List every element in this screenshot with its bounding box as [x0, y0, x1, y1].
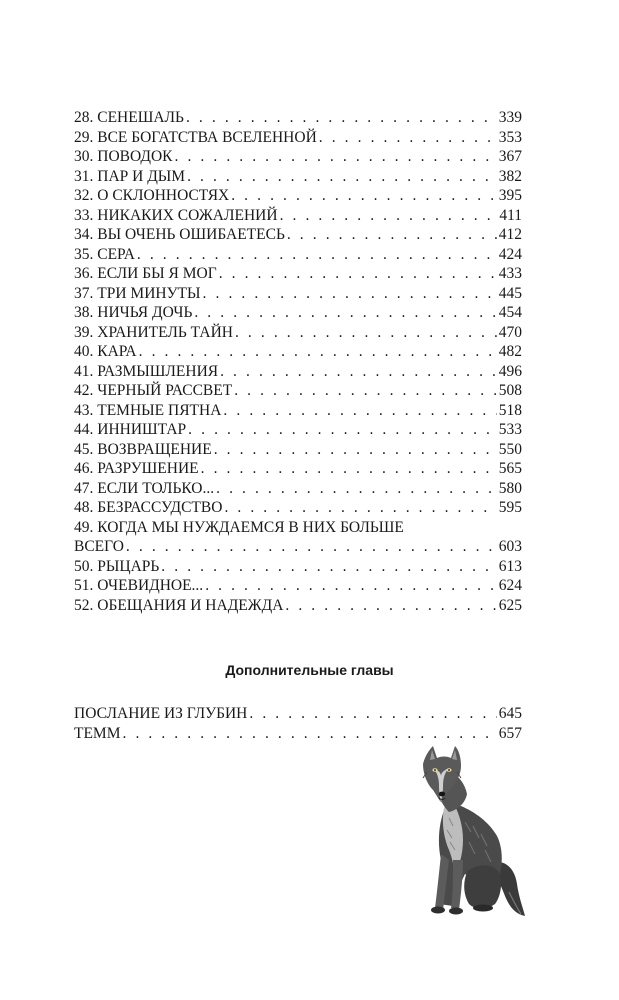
toc-entry-title: 46. РАЗРУШЕНИЕ — [74, 460, 199, 477]
dot-leader — [223, 401, 496, 421]
toc-entry-title: ТЕММ — [74, 724, 121, 742]
toc-entry — [74, 323, 522, 343]
toc-entry-title: 50. РЫЦАРЬ — [74, 557, 160, 575]
toc-entry-line — [74, 284, 522, 304]
toc-entry-line — [74, 245, 522, 265]
toc-entry — [74, 206, 522, 226]
dot-leader — [285, 596, 496, 616]
dot-leader — [126, 537, 497, 557]
dot-leader — [188, 420, 497, 440]
toc-entry — [74, 108, 522, 128]
toc-entry-page-number: 411 — [499, 206, 522, 224]
toc-entry-title: 36. ЕСЛИ БЫ Я МОГ — [74, 265, 217, 282]
toc-entry-line — [74, 420, 522, 440]
toc-entry-line — [74, 342, 522, 362]
toc-entry-line — [74, 362, 522, 382]
dot-leader — [249, 704, 496, 724]
dot-leader — [137, 245, 497, 265]
toc-entry-title: 42. ЧЕРНЫЙ РАССВЕТ — [74, 382, 233, 399]
toc-entry-page-number: 496 — [498, 362, 522, 380]
toc-entry-title: 47. ЕСЛИ ТОЛЬКО... — [74, 479, 215, 497]
toc-entry-line — [74, 303, 522, 323]
dot-leader — [231, 186, 497, 206]
toc-entry-page-number: 625 — [498, 596, 522, 614]
toc-entry-title: 35. СЕРА — [74, 245, 135, 263]
toc-entry-page-number: 624 — [498, 577, 522, 594]
dot-leader — [203, 284, 497, 304]
toc-entry-line — [74, 323, 522, 343]
dot-leader — [186, 108, 497, 128]
toc-entry — [74, 167, 522, 187]
toc-entry-title: 43. ТЕМНЫЕ ПЯТНА — [74, 401, 222, 419]
toc-entry-page-number: 657 — [498, 724, 522, 742]
toc-entry-page-number: 482 — [498, 343, 522, 360]
toc-entry-page-number: 433 — [498, 265, 522, 282]
dot-leader — [220, 362, 497, 382]
dot-leader — [201, 459, 497, 479]
toc-entry-title: 37. ТРИ МИНУТЫ — [74, 284, 201, 302]
dot-leader — [175, 147, 497, 167]
toc-entry-page-number: 603 — [498, 538, 522, 555]
toc-entry-title: 29. ВСЕ БОГАТСТВА ВСЕЛЕННОЙ — [74, 128, 317, 146]
toc-entry-page-number: 645 — [498, 705, 522, 722]
toc-entry-line — [74, 128, 522, 148]
toc-entry-title: 48. БЕЗРАССУДСТВО — [74, 499, 223, 516]
toc-entry-line — [74, 724, 522, 744]
toc-entry-page-number: 565 — [498, 460, 522, 477]
toc-entry-line — [74, 596, 522, 616]
dot-leader — [139, 342, 497, 362]
toc-entry — [74, 147, 522, 167]
toc-entry-line — [74, 108, 522, 128]
toc-entry — [74, 479, 522, 499]
additional-chapters-list — [74, 704, 522, 743]
toc-entry-page-number: 580 — [498, 479, 522, 497]
additional-chapters-heading: Дополнительные главы — [225, 662, 394, 678]
toc-entry-title: 39. ХРАНИТЕЛЬ ТАЙН — [74, 323, 233, 341]
toc-entry — [74, 401, 522, 421]
toc-entry — [74, 381, 522, 401]
toc-entry — [74, 186, 522, 206]
toc-entry-page-number: 412 — [498, 226, 522, 243]
dot-leader — [161, 557, 496, 577]
toc-entry-page-number: 424 — [498, 245, 522, 263]
dot-leader — [234, 381, 497, 401]
toc-entry-page-number: 382 — [498, 167, 522, 185]
toc-entry — [74, 498, 522, 518]
dot-leader — [280, 206, 498, 226]
toc-entry-line — [74, 557, 522, 577]
dot-leader — [187, 167, 497, 187]
dot-leader — [214, 440, 497, 460]
toc-entry — [74, 303, 522, 323]
dot-leader — [194, 303, 496, 323]
toc-entry-page-number: 339 — [498, 109, 522, 126]
toc-entry-line — [74, 381, 522, 401]
toc-entry — [74, 420, 522, 440]
toc-entry — [74, 704, 522, 724]
toc-entry-title: 38. НИЧЬЯ ДОЧЬ — [74, 304, 193, 321]
toc-entry-page-number: 550 — [498, 440, 522, 458]
toc-entry-title: 41. РАЗМЫШЛЕНИЯ — [74, 362, 219, 380]
toc-entry-title: 51. ОЧЕВИДНОЕ... — [74, 577, 204, 594]
toc-entry-line — [74, 440, 522, 460]
dot-leader — [287, 225, 497, 245]
toc-entry-title-continuation: ВСЕГО — [74, 538, 124, 555]
dot-leader — [224, 498, 496, 518]
toc-entry-title: 52. ОБЕЩАНИЯ И НАДЕЖДА — [74, 596, 284, 614]
toc-entry-title: 33. НИКАКИХ СОЖАЛЕНИЙ — [74, 206, 278, 224]
toc-entry — [74, 576, 522, 596]
toc-entry-page-number: 595 — [498, 499, 522, 516]
wolf-illustration-icon — [405, 742, 531, 918]
toc-entry — [74, 284, 522, 304]
toc-entry-page-number: 518 — [498, 401, 522, 419]
toc-entry — [74, 596, 522, 616]
toc-entry-title: 31. ПАР И ДЫМ — [74, 167, 186, 185]
toc-entry-line — [74, 167, 522, 187]
toc-entry-title: ПОСЛАНИЕ ИЗ ГЛУБИН — [74, 705, 248, 722]
toc-entry — [74, 724, 522, 744]
toc-entry-line — [74, 206, 522, 226]
toc-entry-title: 34. ВЫ ОЧЕНЬ ОШИБАЕТЕСЬ — [74, 226, 285, 243]
toc-entry-page-number: 445 — [498, 284, 522, 302]
toc-entry-page-number: 395 — [498, 187, 522, 204]
toc-entry-title: 45. ВОЗВРАЩЕНИЕ — [74, 440, 212, 458]
dot-leader — [216, 479, 497, 499]
toc-entry — [74, 362, 522, 382]
toc-entry-title: 30. ПОВОДОК — [74, 148, 173, 165]
toc-entry-line — [74, 264, 522, 284]
toc-entry — [74, 128, 522, 148]
toc-entry — [74, 225, 522, 245]
toc-entry-line — [74, 186, 522, 206]
toc-entry — [74, 518, 522, 557]
toc-entry-page-number: 533 — [498, 421, 522, 438]
toc-entry-page-number: 470 — [498, 323, 522, 341]
toc-entry-line — [74, 479, 522, 499]
toc-entry-title: 40. КАРА — [74, 343, 137, 360]
toc-entry-line — [74, 498, 522, 518]
toc-entry-page-number: 508 — [498, 382, 522, 399]
toc-entry — [74, 245, 522, 265]
dot-leader — [219, 264, 497, 284]
toc-entry-page-number: 353 — [498, 128, 522, 146]
toc-entry — [74, 440, 522, 460]
toc-entry-line — [74, 147, 522, 167]
toc-entry-title: 49. КОГДА МЫ НУЖДАЕМСЯ В НИХ БОЛЬШЕ — [74, 518, 404, 536]
toc-entry-line — [74, 459, 522, 479]
toc-entry-title: 44. ИННИШТАР — [74, 421, 187, 438]
dot-leader — [205, 576, 497, 596]
toc-entry — [74, 264, 522, 284]
toc-entry-page-number: 367 — [498, 148, 522, 165]
toc-entry-line — [74, 576, 522, 596]
dot-leader — [235, 323, 497, 343]
dot-leader — [123, 724, 497, 744]
toc-entry-line — [74, 537, 522, 557]
toc-entry-title: 28. СЕНЕШАЛЬ — [74, 109, 184, 126]
toc-entry — [74, 342, 522, 362]
dot-leader — [319, 128, 497, 148]
toc-entry-line — [74, 704, 522, 724]
toc-entry-line — [74, 401, 522, 421]
toc-entry — [74, 557, 522, 577]
toc-entry-line — [74, 225, 522, 245]
table-of-contents — [74, 108, 522, 615]
toc-entry-page-number: 613 — [498, 557, 522, 575]
toc-entry-page-number: 454 — [498, 304, 522, 321]
toc-entry-title: 32. О СКЛОННОСТЯХ — [74, 187, 230, 204]
toc-entry — [74, 459, 522, 479]
